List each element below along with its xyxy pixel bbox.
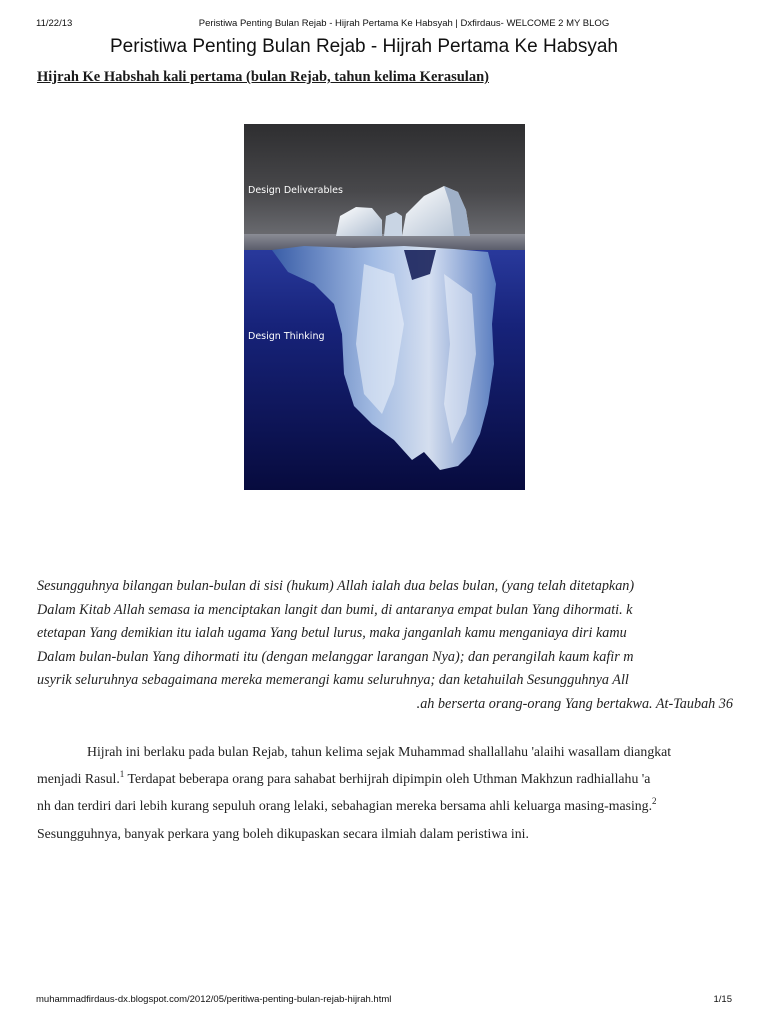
quote-line: Dalam bulan-bulan Yang dihormati itu (dengan melanggar larangan Nya); dan perangilah kaum kafir m: [37, 648, 634, 665]
article-title: Peristiwa Penting Bulan Rejab - Hijrah Pertama Ke Habsyah: [110, 36, 618, 57]
paragraph-text: Terdapat beberapa orang para sahabat berhijrah dipimpin oleh Uthman Makhzun radhiallahu 'a: [124, 771, 651, 787]
quote-line: .ah berserta orang-orang Yang bertakwa. At-Taubah 36: [416, 695, 733, 712]
iceberg-illustration: [244, 124, 525, 490]
quote-line: Sesungguhnya bilangan bulan-bulan di sisi (hukum) Allah ialah dua belas bulan, (yang telah ditetapkan): [37, 578, 635, 594]
quote-line: usyrik seluruhnya sebagaimana mereka memerangi kamu seluruhnya; dan ketahuilah Sesungguhnya All: [37, 672, 629, 689]
footnote-ref-1[interactable]: 1: [119, 769, 125, 780]
article-subtitle: Hijrah Ke Habshah kali pertama (bulan Rejab, tahun kelima Kerasulan): [37, 69, 489, 85]
paragraph-text: menjadi Rasul.: [37, 771, 120, 787]
page-number: 1/15: [713, 994, 732, 1005]
iceberg-image: [244, 124, 525, 490]
footnote-ref-2[interactable]: 2: [652, 796, 657, 807]
print-date: 11/22/13: [36, 18, 73, 29]
quran-quote: [37, 575, 733, 717]
figure-label-design-thinking: Design Thinking: [248, 331, 325, 342]
paragraph-line: Hijrah ini berlaku pada bulan Rejab, tahun kelima sejak Muhammad shallallahu 'alaihi wasallam diangkat: [87, 744, 672, 759]
quote-line: Dalam Kitab Allah semasa ia menciptakan langit dan bumi, di antaranya empat bulan Yang dihormati. k: [37, 601, 633, 618]
body-paragraph: [37, 738, 733, 847]
paragraph-line: Sesungguhnya, banyak perkara yang boleh dikupaskan secara ilmiah dalam peristiwa ini.: [37, 825, 529, 841]
paragraph-line: [37, 765, 733, 792]
print-page-title: Peristiwa Penting Bulan Rejab - Hijrah Pertama Ke Habsyah | Dxfirdaus- WELCOME 2 MY BLOG: [198, 18, 610, 29]
quote-line: etetapan Yang demikian itu ialah ugama Yang betul lurus, maka janganlah kamu menganiaya diri kamu: [37, 625, 627, 642]
print-header: [36, 18, 732, 30]
paragraph-text: nh dan terdiri dari lebih kurang sepuluh orang lelaki, sebahagian mereka bersama ahli keluarga masing-masing.: [37, 798, 653, 814]
paragraph-line: [37, 792, 733, 819]
figure-label-design-deliverables: Design Deliverables: [248, 185, 343, 196]
page-url: muhammadfirdaus-dx.blogspot.com/2012/05/peritiwa-penting-bulan-rejab-hijrah.html: [36, 994, 392, 1005]
